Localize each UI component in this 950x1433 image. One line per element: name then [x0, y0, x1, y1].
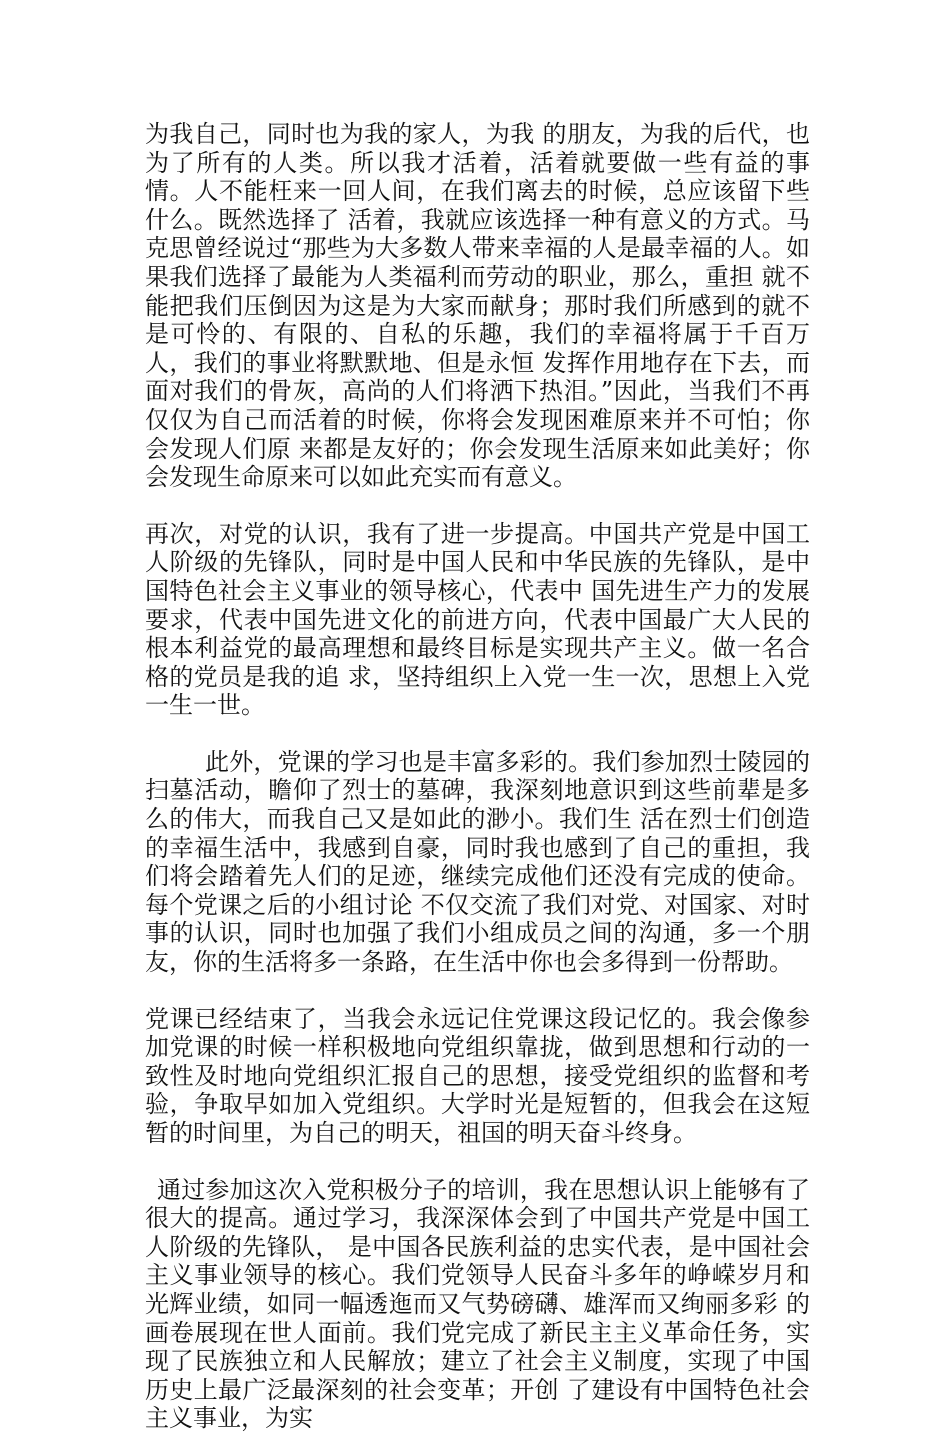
document-body — [145, 120, 810, 1433]
paragraph-2: 再次，对党的认识，我有了进一步提高。中国共产党是中国工人阶级的先锋队，同时是中国人民和中华民族的先锋队，是中国特色社会主义事业的领导核心，代表中 国先进生产力的发展要求，代表中国先进文化的前进方向，代表中国最广大人民的根本利益党的最高理想和最终目标是实现共产主义。做一名合格的党员是我的追 求，坚持组织上入党一生一次，思想上入党一生一世。 — [145, 519, 810, 720]
paragraph-5: 通过参加这次入党积极分子的培训，我在思想认识上能够有了很大的提高。通过学习，我深深体会到了中国共产党是中国工人阶级的先锋队， 是中国各民族利益的忠实代表，是中国社会主义事业领导的核心。我们党领导人民奋斗多年的峥嵘岁月和光辉业绩，如同一幅透迤而又气势磅礴、雄浑而又绚丽多彩 的画卷展现在世人面前。我们党完成了新民主主义革命任务，实现了民族独立和人民解放；建立了社会主义制度，实现了中国历史上最广泛最深刻的社会变革；开创 了建设有中国特色社会主义事业，为实 — [145, 1175, 810, 1433]
paragraph-1: 为我自己，同时也为我的家人，为我 的朋友，为我的后代，也为了所有的人类。所以我才活着，活着就要做一些有益的事情。人不能枉来一回人间，在我们离去的时候，总应该留下些什么。既然选择了 活着，我就应该选择一种有意义的方式。马克思曾经说过“那些为大多数人带来幸福的人是最幸福的人。如果我们选择了最能为人类福利而劳动的职业，那么，重担 就不能把我们压倒因为这是为大家而献身；那时我们所感到的就不是可怜的、有限的、自私的乐趣，我们的幸福将属于千百万人，我们的事业将默默地、但是永恒 发挥作用地存在下去，而面对我们的骨灰，高尚的人们将洒下热泪。”因此，当我们不再仅仅为自己而活着的时候，你将会发现困难原来并不可怕；你会发现人们原 来都是友好的；你会发现生活原来如此美好；你会发现生命原来可以如此充实而有意义。 — [145, 120, 810, 492]
paragraph-4: 党课已经结束了，当我会永远记住党课这段记忆的。我会像参加党课的时候一样积极地向党组织靠拢，做到思想和行动的一致性及时地向党组织汇报自己的思想，接受党组织的监督和考验，争取早如加入党组织。大学时光是短暂的，但我会在这短暂的时间里，为自己的明天，祖国的明天奋斗终身。 — [145, 1004, 810, 1147]
paragraph-3: 此外，党课的学习也是丰富多彩的。我们参加烈士陵园的扫墓活动，瞻仰了烈士的墓碑，我深刻地意识到这些前辈是多么的伟大，而我自己又是如此的渺小。我们生 活在烈士们创造的幸福生活中，我感到自豪，同时我也感到了自己的重担，我们将会踏着先人们的足迹，继续完成他们还没有完成的使命。每个党课之后的小组讨论 不仅交流了我们对党、对国家、对时事的认识，同时也加强了我们小组成员之间的沟通，多一个朋友，你的生活将多一条路，在生活中你也会多得到一份帮助。 — [145, 747, 810, 977]
